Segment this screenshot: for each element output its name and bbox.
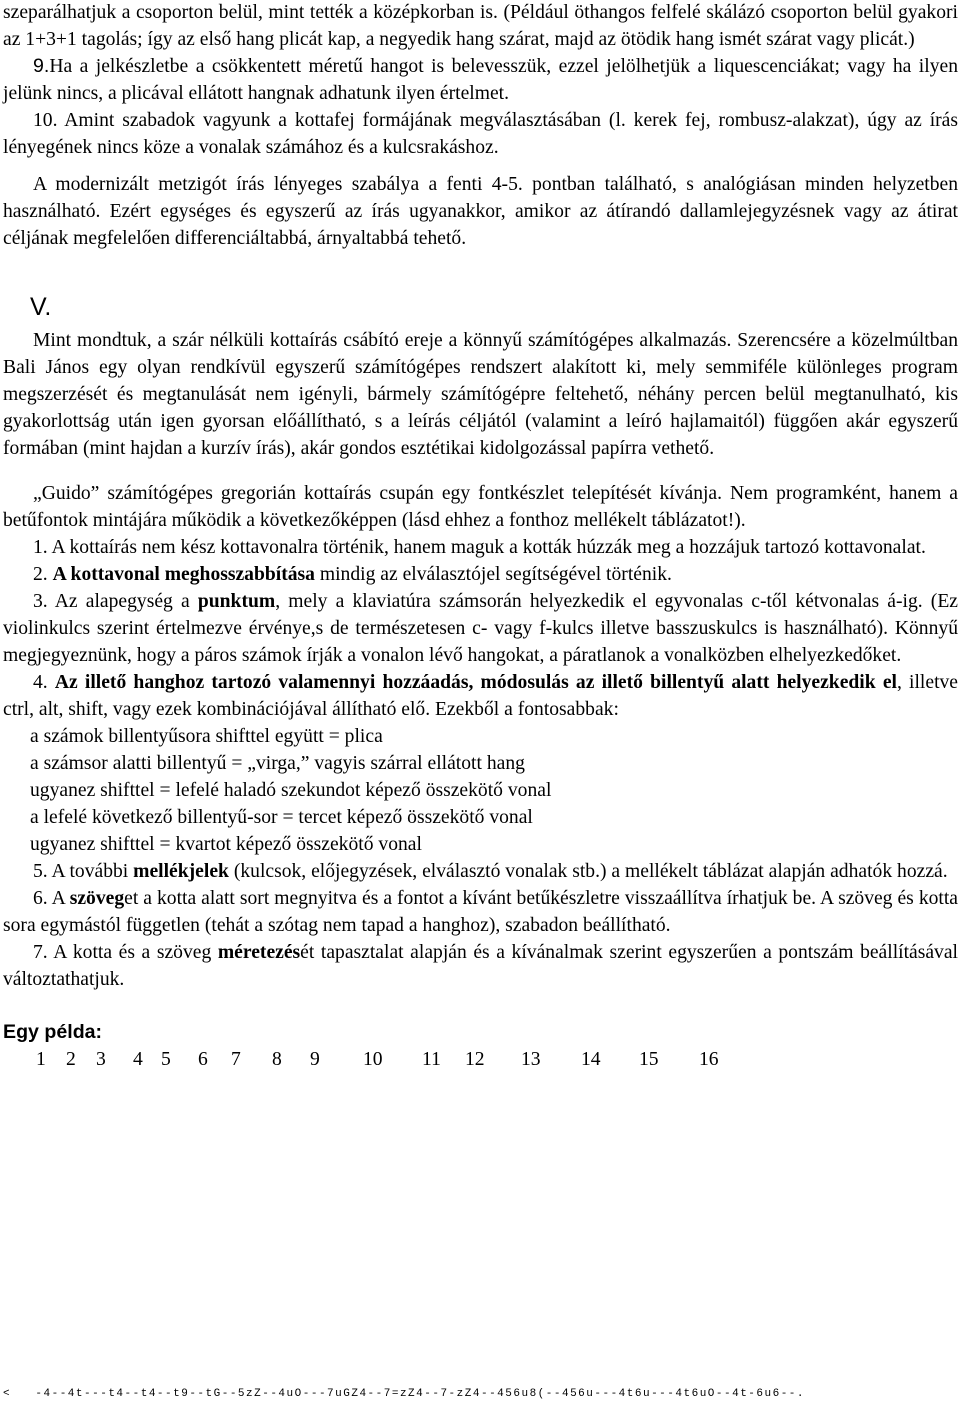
example-number: 16 [699,1049,719,1070]
list-item-5-text-c: (kulcsok, előjegyzések, elválasztó vonalak stb.) a mellékelt táblázat alapján adhatók hozzá. [228,861,948,882]
point-10: 10. Amint szabadok vagyunk a kottafej formájának megválasztásában (l. kerek fej, rombusz-alakzat), úgy az írás lényegének nincs köze a vonalak számához és a kulcsrakáshoz. [3,110,958,158]
list-item-3-text-c: , mely a klaviatúra számsorán helyezkedik el egyvonalas c-től kétvonalas á-ig. (Ez violinkulcs szerint értelmezve érvénye,s de természetesen c- vagy f-kulcs illetve basszuskulcs is használható). Könnyű megjegyeznünk, hogy a páros számok írják a vonalon lévő hangokat, a páratlanok a vonalközben elhelyezkedőket. [3,591,958,666]
example-number: 2 [66,1049,76,1070]
example-number: 3 [96,1049,106,1070]
list-item-2-bold: A kottavonal meghosszabbítása [52,564,315,585]
list-item-5-bold: mellékjelek [133,861,229,882]
example-number: 11 [422,1049,441,1070]
sub-item-virga: a számsor alatti billentyű = „virga,” vagyis szárral ellátott hang [30,753,525,774]
list-item-3-text-a: 3. Az alapegység a [33,591,198,612]
list-item-6-text-a: 6. A [33,888,70,909]
example-number: 6 [198,1049,208,1070]
list-item-3-bold: punktum [197,591,276,612]
example-number: 13 [521,1049,541,1070]
list-item-5 [3,858,958,885]
list-item-2 [3,561,958,588]
list-item-4-text: , illetve ctrl, alt, shift, vagy ezek kombinációjával állítható elő. Ezekből a fontosabbak: [3,672,959,720]
example-code-line: < -4--4t---t4--t4--t9--tG--5zZ--4uO---7uGZ4--7=zZ4--7-zZ4--456u8(--456u---4t6u---4t6uO--4t-6u6--. [3,1388,806,1400]
point-9-number: 9. [33,55,50,77]
list-item-5-text-a: 5. A további [33,861,134,882]
sub-item-szekund: ugyanez shifttel = lefelé haladó szekundot képező összekötő vonal [30,780,552,801]
sub-item-plica: a számok billentyűsora shifttel együtt = plica [30,726,383,747]
example-number: 8 [272,1049,282,1070]
list-item-6-text-c: et a kotta alatt sort megnyitva és a fontot a kívánt betűkészletre visszaállítva írhatjuk be. A szöveg és kotta sora egymástól független (tehát a szótag nem tapad a hanghoz), szabadon beállítható. [3,888,958,936]
paragraph-guido: „Guido” számítógépes gregorián kottaírás csupán egy fontkészlet telepítését kívánja. Nem programként, hanem a betűfontok mintájára működik a következőképpen (lásd ehhez a fonthoz mellékelt táblázatot!). [3,483,958,531]
paragraph-continuation: szeparálhatjuk a csoporton belül, mint tették a középkorban is. (Például öthangos felfelé skálázó csoporton belül gyakori az 1+3+1 tagolás; így az első hang plicát kap, a negyedik hang szárat, majd az ötödik hang ismét szárat vagy plicát.) [3,2,958,50]
list-item-6 [3,885,958,939]
list-item-4-bold: Az illető hanghoz tartozó valamennyi hozzáadás, módosulás az illető billentyű alatt helyezkedik el [54,672,897,693]
list-item-3 [3,588,958,669]
sub-item-kvart: ugyanez shifttel = kvartot képező összekötő vonal [30,834,422,855]
list-item-7-bold: méretezés [217,942,301,963]
example-number: 4 [133,1049,143,1070]
list-item-7-text-a: 7. A kotta és a szöveg [33,942,218,963]
list-item-4 [3,669,958,723]
example-number: 1 [36,1049,46,1070]
point-9-text: Ha a jelkészletbe a csökkentett méretű hangot is belevesszük, ezzel jelölhetjük a liquescenciákat; vagy ha ilyen jelünk nincs, a plicával ellátott hangnak adhatunk ilyen értelmet. [3,56,958,104]
example-title: Egy példa: [3,1021,103,1043]
example-number: 9 [310,1049,320,1070]
example-number: 12 [465,1049,485,1070]
example-number: 7 [231,1049,241,1070]
list-item-2-text: mindig az elválasztójel segítségével történik. [314,564,672,585]
list-item-7-text-c: ét tapasztalat alapján és a kívánalmak szerint egyszerűen a pontszám beállításával változtathatjuk. [3,942,958,990]
example-number: 14 [581,1049,601,1070]
example-numbers [3,1046,958,1073]
section-heading-v: V. [30,293,52,321]
list-item-6-bold: szöveg [69,888,125,909]
list-item-2-number: 2. [33,564,53,585]
sub-item-terc: a lefelé következő billentyű-sor = tercet képező összekötő vonal [30,807,533,828]
point-9 [3,53,958,107]
list-item-1: 1. A kottaírás nem kész kottavonalra történik, hanem maguk a kották húzzák meg a hozzájuk tartozó kottavonalat. [33,537,926,558]
example-number: 10 [363,1049,383,1070]
paragraph-modern: A modernizált metzigót írás lényeges szabálya a fenti 4-5. pontban található, s analógiásan minden helyzetben használható. Ezért egységes és egyszerű az írás ugyanakkor, amikor az átírandó dallamlejegyzésnek vagy az átirat céljának megfelelően differenciáltabbá, árnyaltabbá tehető. [3,174,958,249]
list-item-4-number: 4. [33,672,55,693]
list-item-7 [3,939,958,993]
paragraph-mint: Mint mondtuk, a szár nélküli kottaírás csábító ereje a könnyű számítógépes alkalmazás. Szerencsére a közelmúltban Bali János egy olyan rendkívül egyszerű számítógépes rendszert alakított ki, mely semmiféle különleges program megszerzését és megtanulását nem igényli, bármely számítógépre feltehető, néhány percen belül megtanulható, kis gyakorlottság után igen gyorsan előállítható, s a leírás céljától (valamint a leíró hajlamaitól) függően akár egyszerű formában (mint hajdan a kurzív írás), akár gondos esztétikai kidolgozással papírra vethető. [3,330,958,459]
example-number: 5 [161,1049,171,1070]
example-number: 15 [639,1049,659,1070]
document-page [3,0,958,1073]
